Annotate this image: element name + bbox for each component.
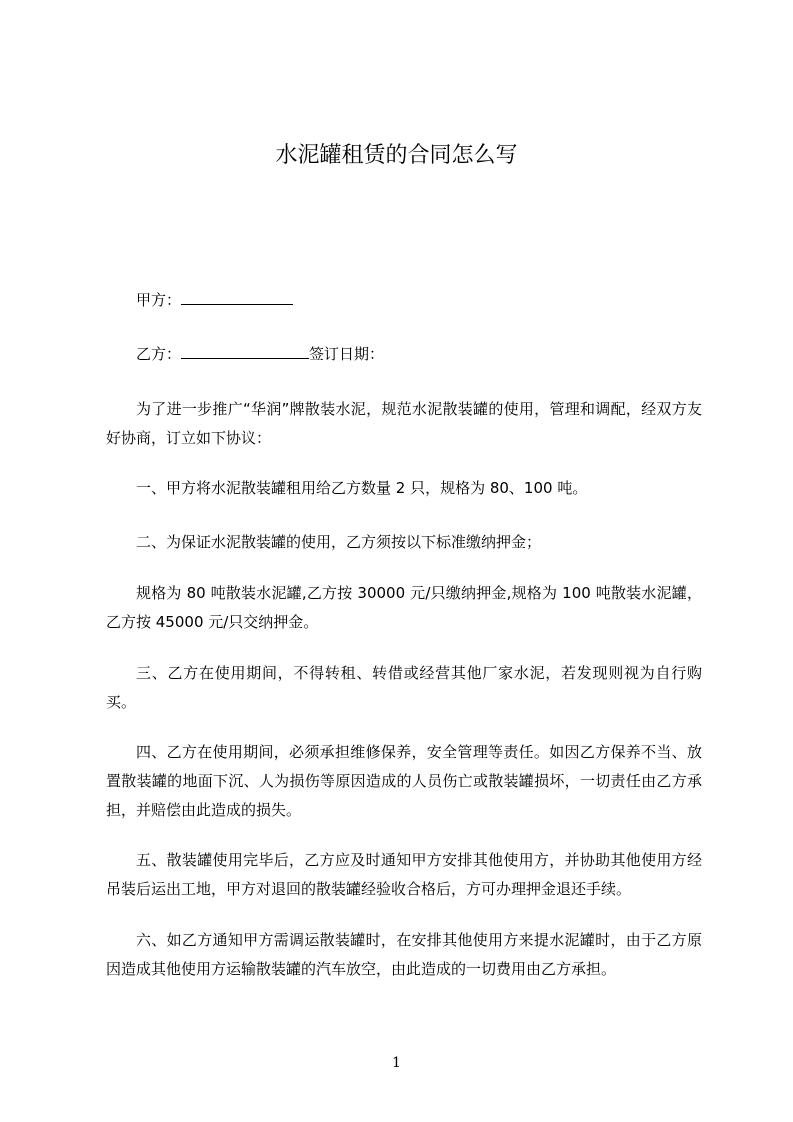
party-a-blank [181, 288, 293, 305]
party-b-line [106, 340, 702, 369]
document-title: 水泥罐租赁的合同怎么写 [275, 143, 518, 168]
party-a-label: 甲方： [136, 291, 182, 309]
intro-paragraph: 为了进一步推广“华润”牌散装水泥，规范水泥散装罐的使用，管理和调配，经双方友好协商，订立如下协议： [106, 400, 702, 447]
clause-4-paragraph: 四、乙方在使用期间，必须承担维修保养，安全管理等责任。如因乙方保养不当、放置散装罐的地面下沉、人为损伤等原因造成的人员伤亡或散装罐损坏，一切责任由乙方承担，并赔偿由此造成的损失。 [106, 743, 702, 819]
deposit-paragraph: 规格为 80 吨散装水泥罐,乙方按 30000 元/只缴纳押金,规格为 100 吨散装水泥罐，乙方按 45000 元/只交纳押金。 [106, 584, 702, 631]
party-a-line [106, 286, 702, 315]
sign-date-label: 签订日期： [309, 345, 385, 363]
clause-1-paragraph: 一、甲方将水泥散装罐租用给乙方数量 2 只，规格为 80、100 吨。 [136, 479, 588, 497]
party-b-label: 乙方： [136, 345, 182, 363]
clause-5-paragraph: 五、散装罐使用完毕后，乙方应及时通知甲方安排其他使用方，并协助其他使用方经吊装后运出工地，甲方对退回的散装罐经验收合格后，方可办理押金退还手续。 [106, 851, 702, 898]
party-b-blank [181, 342, 309, 359]
clause-3-paragraph: 三、乙方在使用期间，不得转租、转借或经营其他厂家水泥，若发现则视为自行购买。 [106, 664, 702, 711]
clause-6-paragraph: 六、如乙方通知甲方需调运散装罐时，在安排其他使用方来提水泥罐时，由于乙方原因造成其他使用方运输散装罐的汽车放空，由此造成的一切费用由乙方承担。 [106, 931, 702, 978]
page-number: 1 [392, 1055, 401, 1071]
clause-2-paragraph: 二、为保证水泥散装罐的使用，乙方须按以下标准缴纳押金； [136, 533, 542, 551]
